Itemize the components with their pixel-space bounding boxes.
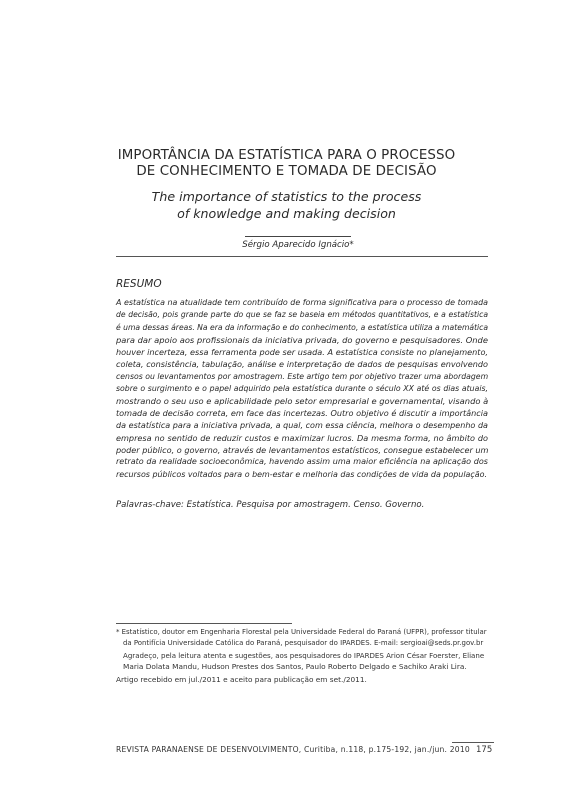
page-number: 175 (476, 745, 493, 755)
article-subtitle-line: of knowledge and making decision (177, 206, 396, 221)
abstract-line: mostrando o seu uso e aplicabilidade pelo setor empresarial e governamental, visando à (116, 396, 489, 406)
abstract-line: empresa no sentido de reduzir custos e maximizar lucros. Da mesma forma, no âmbito do (116, 432, 488, 443)
article-subtitle-english (110, 188, 463, 222)
footnotes (116, 627, 488, 686)
received-note: Artigo recebido em jul./2011 e aceito para publicação em set./2011. (116, 675, 367, 685)
acknowledgment-line: Maria Dolata Mandu, Hudson Prestes dos Santos, Paulo Roberto Delgado e Sachiko Araki Lira. (123, 661, 467, 671)
article-subtitle-line: The importance of statistics to the process (151, 189, 422, 204)
abstract-line: retrato da realidade socioeconômica, havendo assim uma maior eficiência na aplicação dos (116, 457, 488, 467)
abstract-line: poder público, o governo, através de levantamentos estatísticos, consegue estabelecer um (116, 445, 489, 455)
abstract-heading: RESUMO (116, 278, 162, 290)
abstract-line: é uma dessas áreas. Na era da informação e do conhecimento, a estatística utiliza a matemática (116, 322, 489, 332)
acknowledgment-line: Agradeço, pela leitura atenta e sugestões, aos pesquisadores do IPARDES Arion César Foerster, Eliane (123, 651, 485, 661)
abstract-line: de decisão, pois grande parte do que se faz se baseia em métodos quantitativos, e a estatística (116, 310, 488, 320)
abstract-line: recursos públicos voltados para o bem-estar e melhoria das condições de vida da população. (116, 469, 488, 479)
abstract-line: tomada de decisão correta, em face das incertezas. Outro objetivo é discutir a importância (116, 408, 488, 419)
abstract-line: houver incerteza, essa ferramenta pode ser usada. A estatística consiste no planejamento, (116, 347, 488, 357)
abstract-line: censos ou levantamentos por amostragem. Este artigo tem por objetivo trazer uma abordagem (116, 371, 489, 381)
article-title-line: DE CONHECIMENTO E TOMADA DE DECISÃO (136, 164, 437, 179)
abstract-line: sobre o surgimento e o papel adquirido pela estatística durante o século XX até os dias atuais, (116, 383, 488, 393)
abstract-line: para dar apoio aos profissionais da iniciativa privada, do governo e pesquisadores. Onde (116, 334, 488, 345)
author-footnote-line: * Estatístico, doutor em Engenharia Florestal pela Universidade Federal do Paraná (UFPR), professor titular (116, 628, 487, 636)
author-footnote-line: da Pontifícia Universidade Católica do Paraná, pesquisador do IPARDES. E-mail: sergioai@seds.pr.gov.br (123, 638, 484, 647)
journal-footer: REVISTA PARANAENSE DE DESENVOLVIMENTO, Curitiba, n.118, p.175-192, jan./jun. 2010 (116, 745, 470, 754)
abstract-line: coleta, consistência, tabulação, análise e interpretação de dados de pesquisas envolvendo (116, 359, 488, 370)
footnote-divider (116, 623, 292, 624)
section-divider (116, 256, 488, 257)
author-name: Sérgio Aparecido Ignácio* (242, 240, 354, 250)
keywords: Palavras-chave: Estatística. Pesquisa por amostragem. Censo. Governo. (116, 500, 425, 510)
article-title-line: IMPORTÂNCIA DA ESTATÍSTICA PARA O PROCESSO (117, 148, 456, 163)
page-number-rule (452, 742, 494, 743)
abstract-line: A estatística na atualidade tem contribuído de forma significativa para o processo de tomada (116, 298, 489, 307)
author-divider (245, 236, 351, 237)
article-title (60, 148, 513, 180)
abstract-line: da estatística para a iniciativa privada, a qual, com essa ciência, melhora o desempenho da (116, 420, 488, 430)
abstract-body (116, 297, 488, 481)
